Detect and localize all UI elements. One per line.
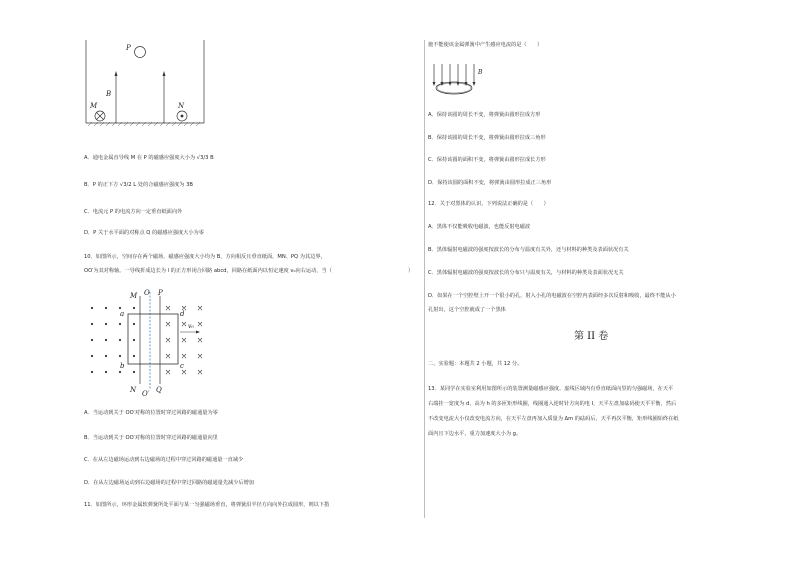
label-b2: b	[120, 362, 125, 370]
q9-option-a: A．通电金属直导线 M 在 P 的磁感应强度大小为 √3/3 B	[84, 155, 214, 161]
q10-option-d: D．在从左边磁场运动到右边磁场的过程中穿过回路的磁通量先减少后增加	[84, 480, 254, 486]
q11-option-d: D．保持该圆的面积不变，将弹簧由圆形拉成正三角形	[428, 180, 552, 186]
figure-wires-mn	[84, 38, 214, 138]
q13-line3: 不改变电流大小仅改变电流方向，在天平左盘再加入质量为 Δm 的砝码后，天平再次平衡，矩形线圈始终在纸	[428, 416, 679, 422]
q11-option-b: B．保持该圆的周长不变，将弹簧由圆形拉成三角形	[428, 135, 546, 141]
label-d: d	[180, 310, 185, 318]
label-b-right: B	[478, 69, 483, 76]
q10-stem-line2: OO′为其对称轴。一导线折成边长为 l 的正方形闭合回路 abcd，回路在纸面内以恒定速度 v₀向右运动，当（	[84, 268, 332, 274]
q13-line2: 右端挂一宽度为 d、高为 h 的多匝矩形线圈，线圈通入逆时针方向的电 I，天平左盘加砝码使天平平衡，然后	[428, 401, 677, 407]
part2-title: 二、实验题：本题共 2 小题，共 12 分。	[428, 361, 523, 367]
label-n: N	[178, 102, 185, 110]
label-b: B	[106, 90, 112, 98]
q10-stem-end: ）	[408, 268, 414, 274]
figure-spring-ring	[428, 62, 488, 104]
q13-line4: 面内且下边水平，重力加速度大小为 g。	[428, 431, 522, 437]
q12-option-b: B．黑体辐射电磁波的强度按波长的分布与温度有关外，还与材料的种类及表面状况有关	[428, 247, 629, 253]
q11-stem: 11．如图所示，环形金属软弹簧所处平面与某一匀强磁场垂直，将弹簧沿半径方向向外拉成圆形，则以下措	[84, 502, 330, 508]
q12-option-d-line1: D．如果在一个空腔壁上开一个很小的孔，射入小孔的电磁波在空腔内表面经多次反射和吸收，最终不能从小	[428, 293, 676, 299]
q12-option-a: A．黑体不仅能吸收电磁波，也能反射电磁波	[428, 224, 531, 230]
q10-option-c: C．在从左边磁场运动到右边磁场的过程中穿过回路的磁通量一直减少	[84, 457, 244, 463]
q9-option-b: B．P 的正下方 √3/2 L 处的合磁感应强度为 3B	[84, 182, 193, 188]
q12-option-d-line2: 孔射出，这个空腔就成了一个黑体	[428, 307, 506, 313]
column-divider	[424, 40, 425, 518]
point-p-circle	[135, 47, 146, 58]
label-o-prime: O′	[142, 390, 150, 398]
label-p2: P	[158, 289, 163, 297]
label-v0: v₀	[188, 323, 194, 330]
q10-option-a: A．当运动到关于 OO′对称的位置时穿过回路的磁通量为零	[84, 410, 218, 416]
section-title: 第 II 卷	[574, 331, 609, 342]
q9-option-d: D．P 关于水平面的对称点 Q 的磁感应强度大小为零	[84, 230, 204, 236]
label-n2: N	[130, 386, 137, 394]
label-a: a	[120, 310, 125, 318]
q9-option-c: C．电流元 P 的电流方向一定垂直纸面向外	[84, 209, 183, 215]
label-m2: M	[130, 292, 138, 300]
q12-stem: 12．关于对黑体的认识，下列说法正确的是（ ）	[428, 201, 549, 207]
spring-ring	[436, 82, 472, 94]
figure-two-fields	[84, 286, 224, 398]
label-q: Q	[156, 386, 162, 394]
label-c: c	[180, 362, 184, 370]
q11-stem-cont: 施不能使该金属弹簧中产生感应电流的是（ ）	[428, 42, 543, 48]
q11-option-c: C．保持该圆的面积不变，将弹簧由圆形拉成长方形	[428, 157, 546, 163]
label-o: O	[144, 289, 150, 297]
field-dots-left	[91, 307, 135, 373]
square-loop-abcd	[128, 314, 178, 364]
label-p: P	[126, 44, 131, 52]
q11-option-a: A．保持该圆的周长不变，将弹簧由圆形拉成方形	[428, 112, 541, 118]
q10-stem-line1: 10．如图所示，空间存在两个磁场，磁感应强度大小均为 B，方向相反且垂直纸面，MN、PQ 为其边界，	[84, 254, 326, 260]
label-m: M	[90, 102, 98, 110]
q13-line1: 13．某同学在实验室利用如图所示的装置测量磁感应强度。虚线区域内有垂直纸面向里的匀强磁场，在天平	[428, 386, 674, 392]
q12-option-c: C．黑体辐射电磁波的强度按波长的分布只与温度有关，与材料的种类及表面状况无关	[428, 270, 624, 276]
q10-option-b: B．当运动到关于 OO′对称的位置时穿过回路的磁通量向里	[84, 435, 218, 441]
